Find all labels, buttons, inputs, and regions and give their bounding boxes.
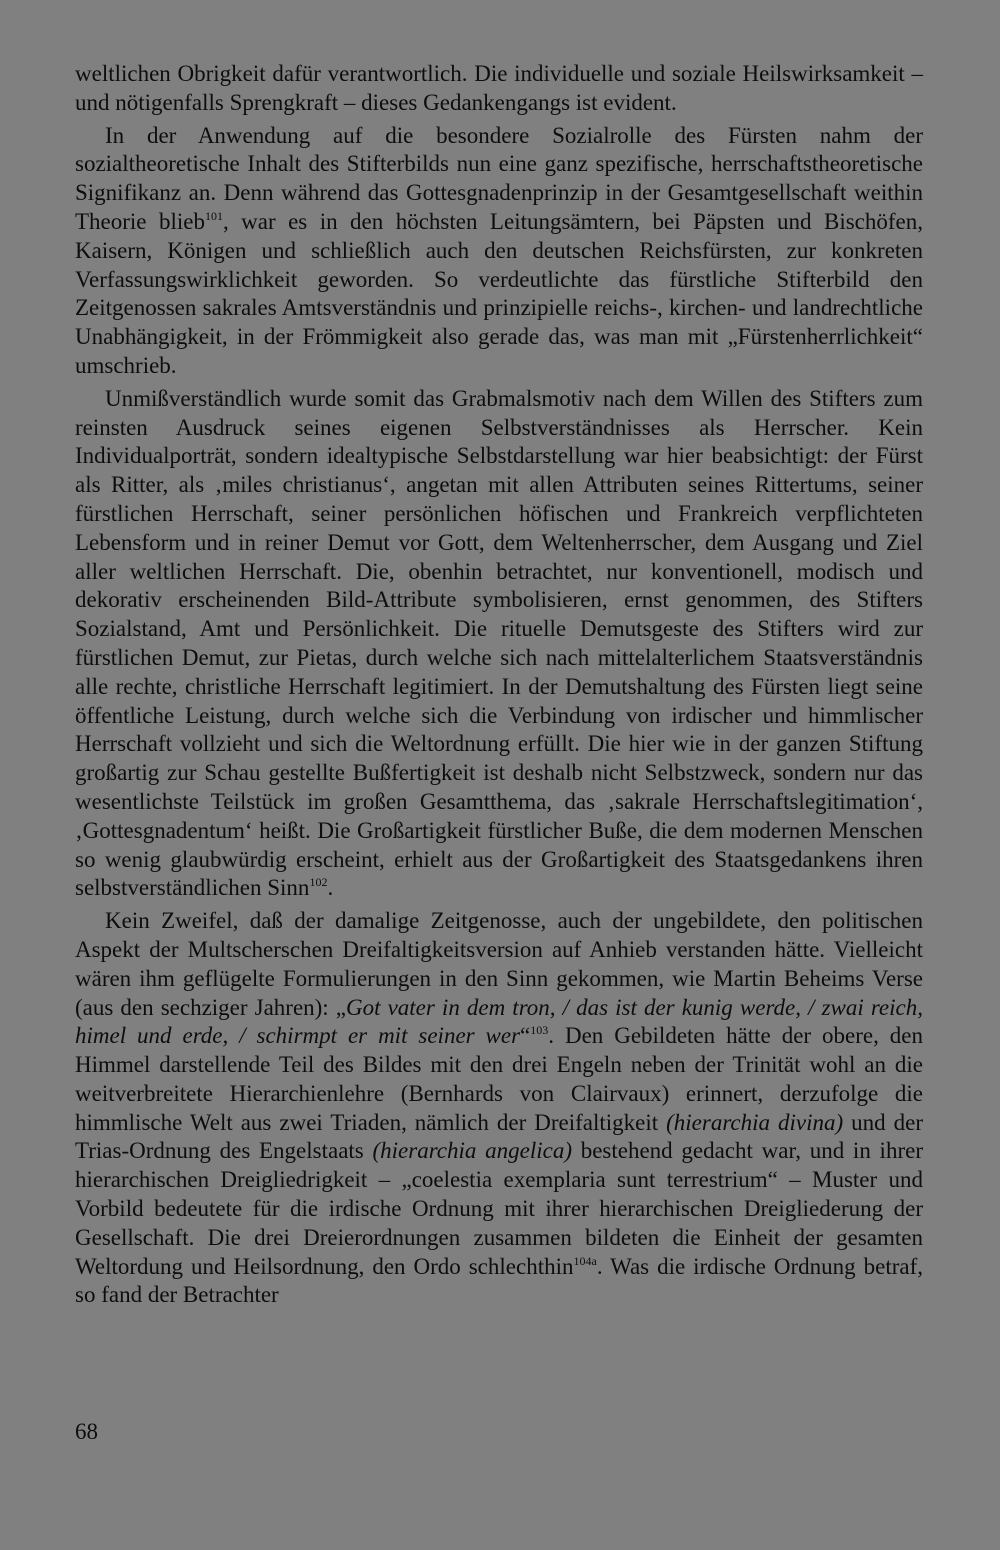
footnote-ref: 104a: [573, 1253, 597, 1268]
text-run: .: [327, 875, 334, 901]
paragraph: [75, 60, 923, 118]
footnote-ref: 102: [309, 875, 328, 890]
footnote-ref: 101: [204, 208, 223, 223]
text-run: “: [520, 1023, 531, 1049]
text-run: . Was die irdische Ordnung betraf, so fand der Betrachter: [75, 1253, 923, 1308]
paragraph: [75, 385, 923, 903]
text-run: Unmißverständlich wurde somit das Grabmalsmotiv nach dem Willen des Stifters zum reinsten Ausdruck seines eigenen Selbstverständnisses als Herrscher. Kein Individualporträt, sondern idealtypische Selbstdarstellung war hier beabsichtigt: der Fürst als Ritter, als ‚miles christianus‘, angetan mit allen Attributen seines Rittertums, seiner fürstlichen Herrschaft, seiner persönlichen höfischen und Frankreich verpflichteten Lebensform und in reiner Demut vor Gott, dem Weltenherrscher, dem Ausgang und Ziel aller weltlichen Herrschaft. Die, obenhin betrachtet, nur konventionell, modisch und dekorativ erscheinenden Bild-Attribute symbolisieren, ernst genommen, des Stifters Sozialstand, Amt und Persönlichkeit. Die rituelle Demutsgeste des Stifters wird zur fürstlichen Demut, zur Pietas, durch welche sich nach mittelalterlichem Staatsverständnis alle rechte, christliche Herrschaft legitimiert. In der Demutshaltung des Fürsten liegt seine öffentliche Leistung, durch welche sich die Verbindung von irdischer und himmlischer Herrschaft vollzieht und sich die Weltordnung erfüllt. Die hier wie in der ganzen Stiftung großartig zur Schau gestellte Bußfertigkeit ist deshalb nicht Selbstzweck, sondern nur das wesentlichste Teilstück im großen Gesamtthema, das ‚sakrale Herrschaftslegitimation‘, ‚Gottesgnadentum‘ heißt. Die Großartigkeit fürstlicher Buße, die dem modernen Menschen so wenig glaubwürdig erscheint, erhielt aus der Großartigkeit des Staatsgedankens ihren selbstverständlichen Sinn: [75, 385, 923, 901]
italic-quote: (hierarchia divina): [666, 1109, 844, 1135]
paragraph: [75, 907, 923, 1310]
italic-quote: (hierarchia angelica): [372, 1138, 572, 1164]
text-run: In der Anwendung auf die besondere Sozialrolle des Fürsten nahm der sozialtheoretische Inhalt des Stifterbilds nun eine ganz spezifische, herrschaftstheoretische Signifikanz an. Denn während das Gottesgnadenprinzip in der Gesamtgesellschaft weithin Theorie blieb: [75, 122, 923, 234]
italic-quote: Got vater in dem tron, / das ist der kunig werde, / zwai reich, himel und erde, / schirmpt er mit seiner wer: [75, 994, 923, 1049]
text-run: weltlichen Obrigkeit dafür verantwortlich. Die individuelle und soziale Heilswirksamkeit – und nötigenfalls Sprengkraft – dieses Gedankengangs ist evident.: [75, 61, 923, 115]
text-run: , war es in den höchsten Leitungsämtern, bei Päpsten und Bischöfen, Kaisern, Königen und schließlich auch den deutschen Reichsfürsten, zur konkreten Verfassungswirklichkeit geworden. So verdeutlichte das fürstliche Stifterbild den Zeitgenossen sakrales Amtsverständnis und prinzipielle reichs-, kirchen- und landrechtliche Unabhängigkeit, in der Frömmigkeit also gerade das, was man mit „Fürstenherrlichkeit“ umschrieb.: [75, 208, 923, 378]
text-run: . Den Gebildeten hätte der obere, den Himmel darstellende Teil des Bildes mit den drei Engeln neben der Trinität wohl an die weitverbreitete Hierarchienlehre (Bernhards von Clairvaux) erinnert, derzufolge die himmlische Welt aus zwei Triaden, nämlich der Dreifaltigkeit: [75, 1023, 923, 1135]
text-run: bestehend gedacht war, und in ihrer hierarchischen Dreigliedrigkeit – „coelestia exemplaria sunt terrestrium“ – Muster und Vorbild bedeutete für die irdische Ordnung mit ihrer hierarchischen Dreigliederung der Gesellschaft. Die drei Dreierordnungen zusammen bildeten die Einheit der gesamten Weltordung und Heilsordnung, den Ordo schlechthin: [75, 1138, 923, 1279]
page-number: 68: [75, 1419, 98, 1444]
body-text: [75, 60, 923, 1314]
text-run: und der Trias-Ordnung des Engelstaats: [75, 1109, 923, 1164]
text-run: Kein Zweifel, daß der damalige Zeitgenosse, auch der ungebildete, den politischen Aspekt der Multscherschen Dreifaltigkeitsversion auf Anhieb verstanden hätte. Vielleicht wären ihm geflügelte Formulierungen in den Sinn gekommen, wie Martin Beheims Verse (aus den sechziger Jahren): „: [75, 908, 923, 1020]
footnote-ref: 103: [530, 1023, 549, 1038]
paragraph: [75, 122, 923, 381]
